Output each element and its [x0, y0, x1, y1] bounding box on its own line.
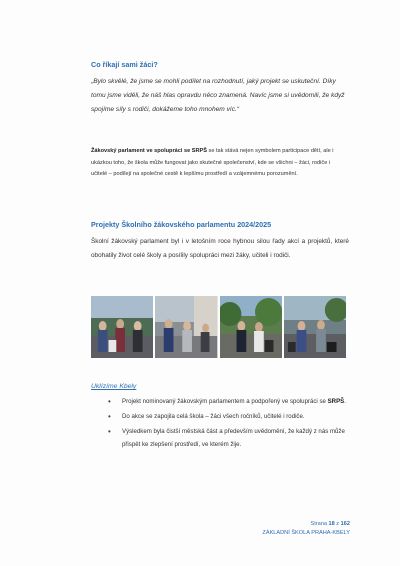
bullet-text-bold: SRPŠ — [327, 398, 345, 405]
bullet-text-pre: Do akce se zapojila celá škola – žáci všech ročníků, učitelé i rodiče. — [122, 413, 305, 420]
section-heading-projects: Projekty Školního žákovského parlamentu 2024/2025 — [91, 220, 272, 229]
page-number — [262, 520, 350, 529]
project-link-uklizime-kbely[interactable]: Uklízíme Kbely — [91, 383, 137, 390]
bullet-text-post: . — [344, 398, 346, 405]
list-item — [108, 410, 350, 423]
photo-strip — [91, 296, 346, 358]
parliament-bold-phrase: Žákovský parlament ve spolupráci se SRPŠ — [91, 148, 207, 154]
photo-students-bags — [284, 296, 346, 358]
parliament-paragraph — [91, 146, 346, 181]
page-total: 162 — [340, 521, 350, 527]
photo-students-trees — [220, 296, 282, 358]
student-quote: „Bylo skvělé, že jsme se mohli podílet na rozhodnutí, jaký projekt se uskuteční. Díky tomu jsme viděli, že náš hlas opravdu něco znamená. Navíc jsme si uvědomili, že když spojíme síly s rodiči, dokážeme toho mnohem víc.“ — [91, 78, 345, 114]
photo-students-group — [91, 296, 153, 358]
photo-students-courtyard — [155, 296, 217, 358]
school-name: ZÁKLADNÍ ŠKOLA PRAHA-KBELY — [262, 529, 350, 536]
page-prefix: Strana — [310, 521, 329, 527]
parliament-text: se tak stává nejen symbolem participace dětí, ale i ukázkou toho, že škola může fungovat jako skutečné společenství, kde se všichni – žáci, rodiče i učitelé – podílejí na společné cestě k lepšímu prostředí a vzájemnému porozumění. — [91, 148, 334, 178]
page-separator: z — [334, 521, 341, 527]
projects-paragraph: Školní žákovský parlament byl i v letošním roce hybnou silou řady akcí a projektů, které obohatily život celé školy a posílily spolupráci mezi žáky, učiteli i rodiči. — [91, 238, 349, 259]
project-bullet-list — [108, 395, 350, 453]
list-item — [108, 395, 350, 408]
list-item — [108, 425, 350, 451]
bullet-text-pre: Výsledkem byla čistší městská část a především uvědomění, že každý z nás může přispět ke zlepšení prostředí, ve kterém žije. — [122, 428, 345, 448]
section-heading-students: Co říkají sami žáci? — [91, 60, 158, 69]
page-footer — [262, 520, 350, 537]
bullet-text-pre: Projekt nominovaný žákovským parlamentem a podpořený ve spolupráci se — [122, 398, 328, 405]
page-current: 18 — [328, 521, 335, 527]
